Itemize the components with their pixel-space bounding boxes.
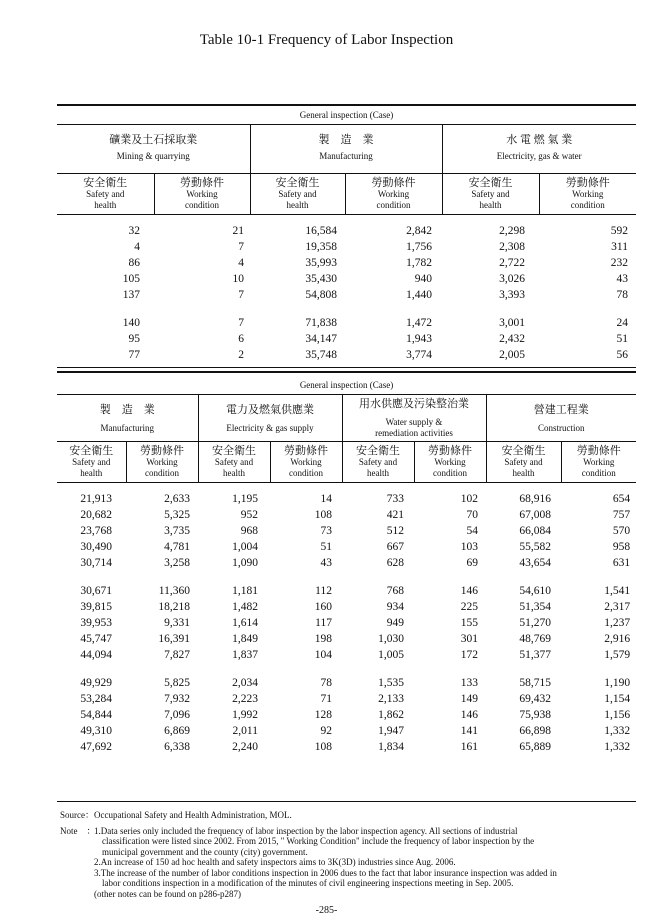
table-cell: 1,004 [232,541,258,553]
table-cell: 3,026 [499,273,525,285]
col-header-en-2: condition [581,467,616,478]
table-row [57,287,636,303]
table-cell: 3,735 [164,525,190,537]
table-cell: 1,782 [406,257,432,269]
table-cell: 160 [314,601,332,613]
table-cell: 1,834 [378,741,404,753]
table-cell: 7 [238,241,244,253]
table-cell: 1,156 [604,709,631,721]
table-cell: 51 [616,333,628,345]
table-cell: 6,338 [164,741,190,753]
table-row [57,615,636,631]
table-cell: 940 [414,273,432,285]
table-cell: 78 [616,289,628,301]
table-cell: 1,195 [232,493,258,505]
col-header-safety-health [250,174,345,215]
col-header-safety-health [442,174,539,215]
note-3: 3.The increase of the number of labor conditions inspection in 2006 dues to the fact that labor insurance inspection was added in [94,867,557,878]
industry-mining-en: Mining & quarrying [57,151,250,174]
col-header-en-2: condition [570,199,605,210]
table-cell: 10 [232,273,244,285]
col-header-en-2: condition [376,199,411,210]
table-cell: 69 [466,557,478,569]
table-row [57,507,636,523]
table-cell: 7,096 [164,709,190,721]
table-cell: 654 [612,493,631,505]
note-label: Note ： [60,825,96,836]
col-header-en-2: condition [145,467,179,478]
table-cell: 1,756 [406,241,432,253]
table-cell: 45,747 [80,633,112,645]
table-cell: 2,133 [378,693,404,705]
table-cell: 225 [460,601,478,613]
industry-en-2: remediation activities [375,428,453,438]
table-cell: 54,808 [305,289,337,301]
table-cell: 53,284 [80,693,112,705]
col-header-en-1: Working [434,456,466,467]
col-header-en-2: health [80,467,103,478]
table-cell: 108 [314,741,332,753]
table-cell: 1,482 [232,601,258,613]
industry-utilities-en: Electricity, gas & water [442,151,636,174]
col-header-en-1: Working [186,188,218,199]
table-row [57,707,636,723]
table-cell: 1,943 [406,333,432,345]
table-cell: 667 [386,541,404,553]
table-cell: 2,432 [499,333,525,345]
table-cell: 11,360 [158,585,190,597]
table-cell: 934 [386,601,404,613]
table-row [57,739,636,755]
table-cell: 2,722 [499,257,525,269]
table-cell: 949 [386,617,404,629]
table-row [57,555,636,571]
table-cell: 570 [612,525,631,537]
industry-manufacturing-en: Manufacturing [250,151,442,174]
table-cell: 47,692 [80,741,112,753]
table-cell: 112 [315,585,332,597]
note-1-text: 1.Data series only included the frequency of labor inspection by the labor inspection agency. All sections of industrial [94,825,518,836]
industry-utilities-zh: 水 電 燃 氣 業 [506,134,573,146]
table-cell: 4 [238,257,244,269]
table-cell: 7,932 [164,693,190,705]
table-cell: 2,633 [164,493,190,505]
table-cell: 18,218 [158,601,190,613]
table-cell: 21 [232,225,244,237]
table-cell: 2,916 [604,633,631,645]
table-cell: 1,837 [232,649,258,661]
table-cell: 9,331 [164,617,190,629]
table-cell: 75,938 [519,709,551,721]
table-cell: 69,432 [519,693,551,705]
col-header-en-2: health [286,199,309,210]
table-cell: 43 [320,557,332,569]
industry-zh: 用水供應及污染整治業 [359,398,469,410]
table-cell: 7 [238,289,244,301]
table-row [57,583,636,599]
table-row [57,331,636,347]
col-header-zh: 勞動條件 [565,176,610,189]
table-cell: 2,317 [604,601,631,613]
table-cell: 232 [610,257,628,269]
table-cell: 4,781 [164,541,190,553]
table-cell: 5,825 [164,677,190,689]
table-cell: 137 [122,289,140,301]
col-header-zh: 勞動條件 [371,176,416,189]
note-1-cont-2: municipal government and the county (city) government. [102,846,308,857]
col-header-safety-health [57,174,154,215]
table-cell: 1,005 [378,649,404,661]
table-cell: 140 [122,317,140,329]
table-cell: 1,614 [232,617,258,629]
table-row [57,491,636,507]
table-cell: 1,332 [604,741,631,753]
table-cell: 1,090 [232,557,258,569]
table-cell: 35,993 [305,257,337,269]
table-cell: 1,849 [232,633,258,645]
note-3-cont: labor conditions inspection in a modification of the minutes of civil engineering inspections meeting in Sep. 2005. [102,878,514,888]
table-cell: 1,190 [604,677,631,689]
table-cell: 66,084 [519,525,551,537]
industry-zh: 電力及燃氣供應業 [226,403,314,416]
table-cell: 71 [320,693,332,705]
col-header-zh: 安全衛生 [275,176,320,189]
source-line [60,810,640,821]
table-cell: 628 [386,557,404,569]
table-cell: 1,541 [604,585,631,597]
table-cell: 3,393 [499,289,525,301]
col-header-working-condition [154,174,250,215]
col-header-safety-health [486,442,561,483]
table-cell: 35,748 [305,349,337,361]
source-text: Occupational Safety and Health Administration, MOL. [94,810,292,820]
table-cell: 35,430 [305,273,337,285]
table-cell: 2,298 [499,225,525,237]
table-cell: 71,838 [305,317,337,329]
page-number: -285- [315,905,338,916]
table-cell: 2 [238,349,244,361]
col-header-en-1: Safety and [358,456,398,467]
table-row [57,691,636,707]
table-cell: 1,181 [232,585,258,597]
table-cell: 952 [240,509,258,521]
note-1 [60,826,640,837]
col-header-working-condition [345,174,442,215]
col-header-safety-health [57,442,126,483]
table-cell: 146 [460,709,478,721]
industry-header [57,395,198,442]
note-4: (other notes can be found on p286-p287) [94,888,241,899]
table-cell: 14 [320,493,332,505]
table-cell: 54,844 [80,709,112,721]
industry-header [198,395,342,442]
table-cell: 19,358 [305,241,337,253]
col-header-en-2: condition [185,199,219,210]
table-cell: 1,472 [406,317,432,329]
table-cell: 146 [460,585,478,597]
table-cell: 34,147 [305,333,337,345]
table-cell: 1,862 [378,709,404,721]
table-cell: 102 [460,493,478,505]
industry-header [486,395,636,442]
table-cell: 51,377 [519,649,551,661]
table-cell: 44,094 [80,649,112,661]
col-header-en-1: Safety and [72,456,111,467]
table-cell: 141 [460,725,478,737]
page-title: Table 10-1 Frequency of Labor Inspection [199,32,454,48]
col-header-working-condition [270,442,342,483]
table-row [57,271,636,287]
table-cell: 1,992 [232,709,258,721]
col-header-en-1: Safety and [278,188,317,199]
table-row [57,599,636,615]
col-header-zh: 安全衛生 [501,444,546,457]
industry-manufacturing-zh: 製 造 業 [250,125,442,152]
table-cell: 421 [386,509,404,521]
col-header-zh: 安全衛生 [69,444,114,457]
table-cell: 16,584 [305,225,337,237]
table-cell: 48,769 [519,633,551,645]
table-cell: 2,240 [232,741,258,753]
note-2: 2.An increase of 150 ad hoc health and safety inspectors aims to 3K(3D) industries since Aug. 2006. [94,857,456,867]
col-header-zh: 安全衛生 [356,444,400,457]
table-cell: 65,889 [519,741,551,753]
table-cell: 73 [320,525,332,537]
table-cell: 77 [128,349,140,361]
table-cell: 7,827 [164,649,190,661]
table-cell: 1,332 [604,725,631,737]
table-cell: 3,001 [499,317,525,329]
table-cell: 768 [386,585,404,597]
industry-mining-zh: 礦業及土石採取業 [57,125,250,152]
col-header-en-2: health [479,199,502,210]
table-cell: 66,898 [519,725,551,737]
table-cell: 49,929 [80,677,112,689]
table-cell: 155 [460,617,478,629]
industry-en: Water supply & [385,417,443,427]
col-header-zh: 安全衛生 [212,444,256,457]
col-header-working-condition [539,174,636,215]
col-header-zh: 勞動條件 [428,444,472,457]
table-cell: 105 [122,273,140,285]
table-cell: 592 [610,225,628,237]
table-cell: 1,440 [406,289,432,301]
col-header-en-1: Working [572,188,604,199]
table-cell: 39,815 [80,601,112,613]
table-cell: 108 [314,509,332,521]
table-cell: 733 [386,493,404,505]
col-header-en-2: health [367,467,389,478]
table-cell: 58,715 [519,677,551,689]
col-header-en-1: Safety and [86,188,125,199]
col-header-working-condition [414,442,486,483]
table-row [57,239,636,255]
table-cell: 55,582 [519,541,551,553]
industry-en: Manufacturing [100,422,154,433]
industry-zh: 製 造 業 [99,403,155,416]
table-cell: 103 [460,541,478,553]
col-header-working-condition [561,442,636,483]
table-cell: 30,714 [80,557,112,569]
table-cell: 95 [128,333,140,345]
table-cell: 2,842 [406,225,432,237]
col-header-zh: 勞動條件 [284,444,328,457]
spacer-row [57,303,636,315]
notes-section [60,810,640,899]
col-header-en-1: Safety and [471,188,510,199]
col-header-zh: 勞動條件 [576,444,621,457]
spacer-row [57,571,636,583]
table-cell: 1,947 [378,725,404,737]
table-cell: 1,154 [604,693,631,705]
table-cell: 30,671 [80,585,112,597]
industry-en: Construction [538,422,585,433]
table-cell: 2,005 [499,349,525,361]
table-cell: 3,258 [164,557,190,569]
col-header-en-1: Working [146,456,178,467]
table-cell: 958 [612,541,631,553]
table-cell: 968 [240,525,258,537]
col-header-zh: 安全衛生 [468,176,513,189]
table-cell: 104 [314,649,332,661]
col-header-en-1: Working [377,188,410,199]
col-header-en-2: health [94,199,117,210]
table-cell: 311 [611,241,628,253]
table-cell: 2,308 [499,241,525,253]
table-cell: 1,237 [604,617,631,629]
table-cell: 92 [320,725,332,737]
table-cell: 6,869 [164,725,190,737]
col-header-en-1: Safety and [214,456,254,467]
table-cell: 51,270 [519,617,551,629]
industry-zh: 營建工程業 [533,403,589,416]
group-title: General inspection (Case) [57,106,636,125]
col-header-en-2: condition [289,467,323,478]
industry-en: Electricity & gas supply [226,422,314,433]
table-row [57,315,636,331]
table-cell: 6 [238,333,244,345]
col-header-en-1: Working [290,456,322,467]
col-header-en-1: Safety and [504,456,543,467]
source-label: Source： [60,810,94,820]
col-header-en-1: Working [583,456,615,467]
spacer-row [57,663,636,675]
table-cell: 56 [616,349,628,361]
table-general-inspection-2 [57,376,636,755]
table-cell: 198 [314,633,332,645]
table-cell: 2,011 [232,725,258,737]
table-cell: 1,030 [378,633,404,645]
table-cell: 512 [386,525,404,537]
table-cell: 172 [460,649,478,661]
table-cell: 70 [466,509,478,521]
table-cell: 24 [616,317,628,329]
table-general-inspection-1 [57,106,636,363]
industry-header [342,395,486,442]
table-cell: 4 [134,241,140,253]
table2-top-rule [57,371,636,373]
col-header-zh: 勞動條件 [180,176,224,189]
table-cell: 2,223 [232,693,258,705]
table-cell: 51 [320,541,332,553]
table-cell: 3,774 [406,349,432,361]
table-cell: 117 [315,617,332,629]
table-cell: 43,654 [519,557,551,569]
table-cell: 39,953 [80,617,112,629]
table-row [57,647,636,663]
table-cell: 23,768 [80,525,112,537]
table-cell: 43 [616,273,628,285]
table-cell: 301 [460,633,478,645]
table-row [57,723,636,739]
table-row [57,347,636,363]
col-header-en-2: condition [433,467,467,478]
table-cell: 54,610 [519,585,551,597]
table-row [57,539,636,555]
table-row [57,255,636,271]
table-cell: 133 [460,677,478,689]
table-cell: 54 [466,525,478,537]
col-header-en-2: health [512,467,535,478]
table-cell: 5,325 [164,509,190,521]
table-row [57,631,636,647]
table-cell: 78 [320,677,332,689]
table-cell: 49,310 [80,725,112,737]
table-cell: 16,391 [158,633,190,645]
col-header-zh: 安全衛生 [83,176,128,189]
table-cell: 32 [128,225,140,237]
table-cell: 68,916 [519,493,551,505]
table-row [57,223,636,239]
table-row [57,675,636,691]
group-title: General inspection (Case) [57,376,636,395]
col-header-safety-health [198,442,270,483]
note-1-cont-1: classification were listed since 2002. From 2015, " Working Condition" include the frequency of labor inspection by the [102,836,535,846]
table-cell: 631 [612,557,631,569]
table1-bottom-rule [57,367,636,368]
col-header-working-condition [126,442,198,483]
table-cell: 86 [128,257,140,269]
table2-bottom-rule [57,801,636,802]
table-row [57,523,636,539]
table-cell: 1,579 [604,649,631,661]
table-cell: 20,682 [80,509,112,521]
table-cell: 161 [460,741,478,753]
table-cell: 757 [612,509,631,521]
table-cell: 7 [238,317,244,329]
col-header-safety-health [342,442,414,483]
col-header-en-2: health [223,467,245,478]
col-header-zh: 勞動條件 [140,444,184,457]
table-cell: 128 [314,709,332,721]
table-cell: 2,034 [232,677,258,689]
table-cell: 149 [460,693,478,705]
table-cell: 51,354 [519,601,551,613]
table-cell: 30,490 [80,541,112,553]
table-cell: 67,008 [519,509,551,521]
table-cell: 1,535 [378,677,404,689]
table-cell: 21,913 [80,493,112,505]
